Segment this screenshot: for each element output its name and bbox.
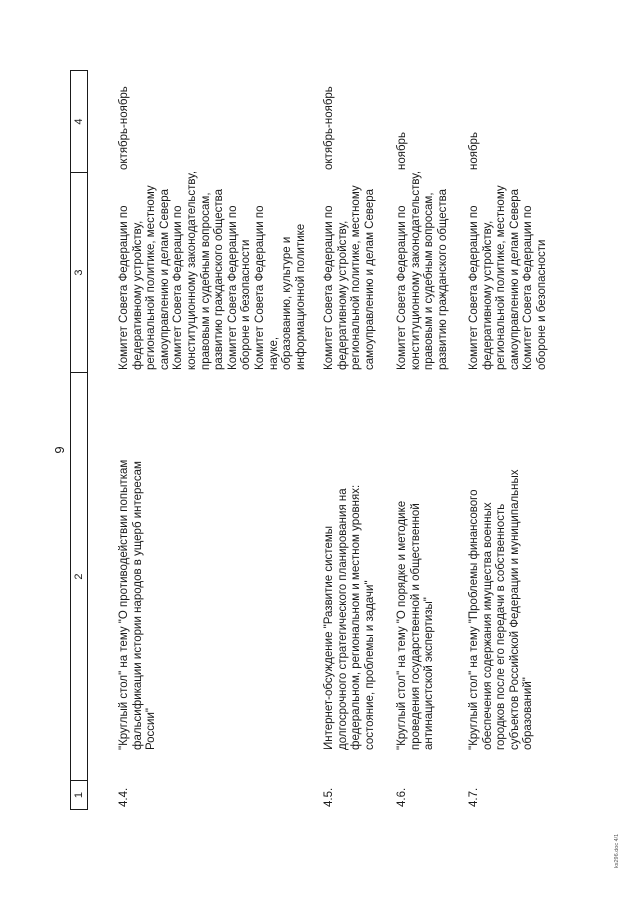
event-topic: "Круглый стол" на тему "Проблемы финансового обеспечения содержания имущества военных городков после его передачи в собственность субъектов Российской Федерации и муниципальных образований" [468, 469, 535, 750]
row-number: 4.5. [323, 787, 335, 807]
event-topic: "Круглый стол" на тему "О порядке и методике проведения государственной и общественной антинацистской экспертизы" [396, 500, 436, 750]
event-topic: Интернет-обсуждение "Развитие системы долгосрочного стратегического планирования на федеральном, региональном и местном уровнях: состояние, проблемы и задачи" [323, 484, 376, 750]
page-number: 9 [52, 446, 67, 454]
row-number: 4.6. [396, 787, 408, 807]
column-header-3: 3 [70, 172, 88, 372]
event-term: октябрь-ноябрь [118, 86, 130, 170]
event-term: октябрь-ноябрь [323, 86, 335, 170]
event-term: ноябрь [468, 132, 480, 170]
responsible-committee: Комитет Совета Федерации по федеративному устройству, региональной политике, местному самоуправлению и делам Севера Комитет Совета Федерации по обороне и безопасности [468, 185, 548, 370]
column-header-1: 1 [70, 780, 88, 810]
column-header-4: 4 [70, 70, 88, 172]
footer-file-code: ks296.doc 4/1 [614, 833, 620, 868]
column-header-2: 2 [70, 372, 88, 780]
responsible-committee: Комитет Совета Федерации по федеративному устройству, региональной политике, местному самоуправлению и делам Севера [323, 185, 376, 370]
row-number: 4.4. [118, 787, 130, 807]
event-term: ноябрь [396, 132, 408, 170]
responsible-committee: Комитет Совета Федерации по конституционному законодательству, правовым и судебным вопросам, развитию гражданского общества [396, 170, 449, 370]
responsible-committee: Комитет Совета Федерации по федеративному устройству, региональной политике, местному самоуправлению и делам Севера Комитет Совета Федерации по конституционному законодательству, правовым и судебным вопросам, развитию гражданского общества Комитет Совета Федерации по обороне и безопасности Комитет Совета Федерации по науке, образованию, культуре и информационной политике [118, 170, 307, 370]
event-topic: "Круглый стол" на тему "О противодействии попыткам фальсификации истории народов в ущерб интересам России" [118, 459, 158, 750]
row-number: 4.7. [468, 787, 480, 807]
